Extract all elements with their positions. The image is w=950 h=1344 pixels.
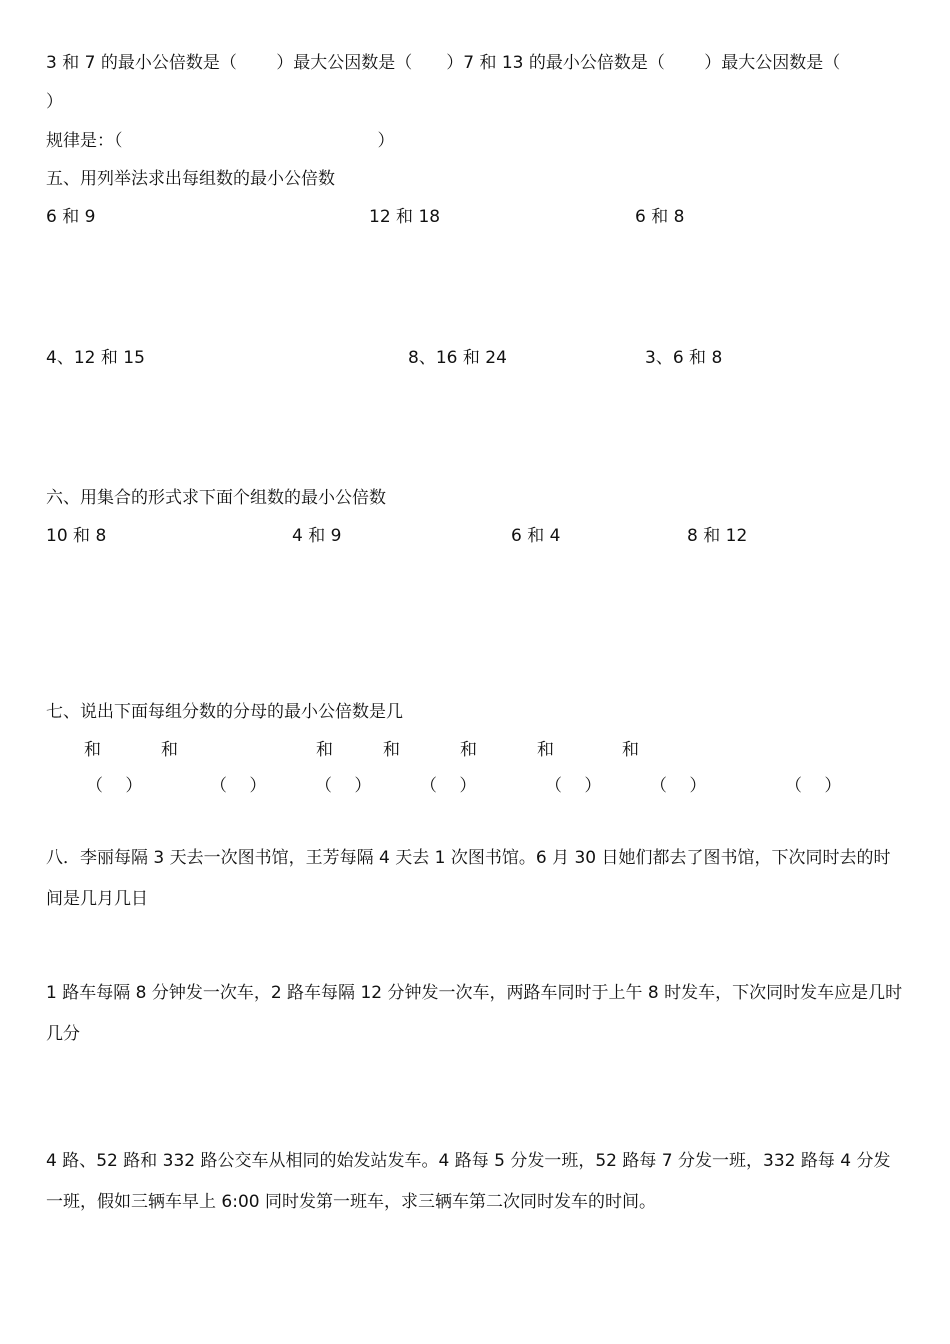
answer-blank[interactable]: （ ） bbox=[545, 776, 602, 796]
answer-blank[interactable]: （ ） bbox=[86, 776, 143, 796]
answer-blank[interactable]: （ ） bbox=[420, 776, 477, 796]
section5-item: 3、6 和 8 bbox=[645, 348, 723, 368]
section6-item: 4 和 9 bbox=[292, 526, 342, 546]
answer-blank[interactable]: （ ） bbox=[650, 776, 707, 796]
section6-title: 六、用集合的形式求下面个组数的最小公倍数 bbox=[46, 488, 386, 508]
answer-blank[interactable]: （ ） bbox=[210, 776, 267, 796]
fraction-pair-connector: 和 bbox=[537, 740, 554, 760]
answer-blank[interactable]: （ ） bbox=[315, 776, 372, 796]
section6-item: 6 和 4 bbox=[511, 526, 561, 546]
section5-item: 6 和 8 bbox=[635, 207, 685, 227]
q4-line-continuation: ） bbox=[46, 92, 63, 112]
section7-title: 七、说出下面每组分数的分母的最小公倍数是几 bbox=[46, 702, 403, 722]
fraction-pair-connector: 和 bbox=[161, 740, 178, 760]
section5-item: 6 和 9 bbox=[46, 207, 96, 227]
q4-lcm-gcd-line: 3 和 7 的最小公倍数是（ ）最大公因数是（ ）7 和 13 的最小公倍数是（ ）最大公因数是（ bbox=[46, 53, 841, 73]
section5-item: 12 和 18 bbox=[369, 207, 441, 227]
section6-item: 8 和 12 bbox=[687, 526, 748, 546]
word-problem-three-buses: 4 路、52 路和 332 路公交车从相同的始发站发车。4 路每 5 分发一班，52 路每 7 分发一班，332 路每 4 分发一班，假如三辆车早上 6:00 同时发第一班车，求三辆车第二次同时发车的时间。 bbox=[46, 1151, 891, 1212]
answer-blank[interactable]: （ ） bbox=[785, 776, 842, 796]
word-problem-bus-routes: 1 路车每隔 8 分钟发一次车，2 路车每隔 12 分钟发一次车，两路车同时于上午 8 时发车，下次同时发车应是几时几分 bbox=[46, 983, 903, 1044]
fraction-pair-connector: 和 bbox=[383, 740, 400, 760]
section5-item: 4、12 和 15 bbox=[46, 348, 145, 368]
fraction-pair-connector: 和 bbox=[316, 740, 333, 760]
fraction-pair-connector: 和 bbox=[460, 740, 477, 760]
section5-item: 8、16 和 24 bbox=[408, 348, 507, 368]
section6-item: 10 和 8 bbox=[46, 526, 107, 546]
fraction-pair-connector: 和 bbox=[84, 740, 101, 760]
fraction-pair-connector: 和 bbox=[622, 740, 639, 760]
word-problem-library: 八．李丽每隔 3 天去一次图书馆，王芳每隔 4 天去 1 次图书馆。6 月 30 日她们都去了图书馆，下次同时去的时间是几月几日 bbox=[46, 848, 891, 909]
q4-rule-line: 规律是：（ ） bbox=[46, 131, 395, 151]
section5-title: 五、用列举法求出每组数的最小公倍数 bbox=[46, 169, 335, 189]
